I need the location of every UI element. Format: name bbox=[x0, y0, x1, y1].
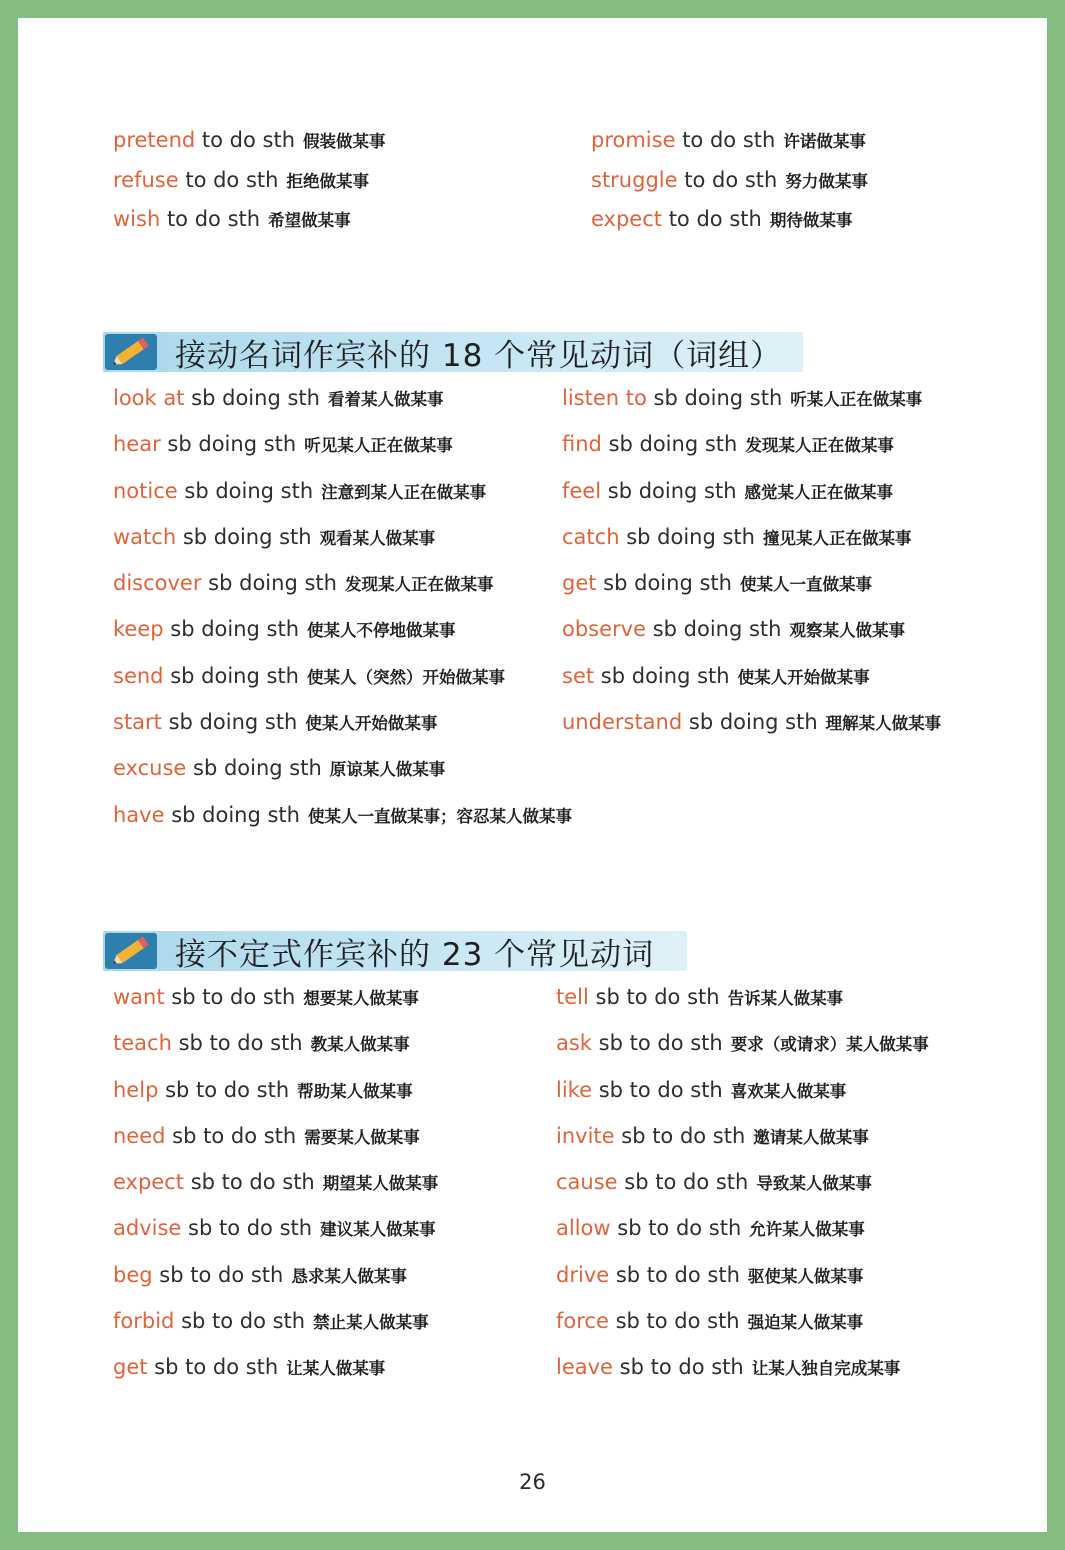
chinese-meaning: 让某人做某事 bbox=[286, 1359, 386, 1379]
chinese-meaning: 期待做某事 bbox=[769, 211, 853, 230]
verb-phrase-row bbox=[113, 421, 572, 467]
phrase-pattern: sb to do sth bbox=[188, 1216, 313, 1241]
verb-phrase-row bbox=[562, 653, 941, 699]
verb-phrase-row bbox=[556, 1113, 929, 1159]
verb: want bbox=[113, 985, 165, 1009]
verb-phrase-row bbox=[562, 560, 941, 606]
chinese-meaning: 让某人独自完成某事 bbox=[751, 1359, 901, 1379]
chinese-meaning: 观看某人做某事 bbox=[319, 528, 436, 548]
verb-phrase-row bbox=[562, 699, 941, 745]
section-title: 接动名词作宾补的 18 个常见动词（词组） bbox=[175, 337, 783, 374]
verb: like bbox=[556, 1077, 593, 1102]
gerund-left-column bbox=[113, 375, 572, 838]
phrase-pattern: sb to do sth bbox=[165, 1077, 290, 1102]
pencil-icon bbox=[103, 931, 159, 971]
verb-phrase-row bbox=[113, 606, 572, 652]
chinese-meaning: 需要某人做某事 bbox=[304, 1127, 420, 1147]
chinese-meaning: 允许某人做某事 bbox=[749, 1220, 865, 1240]
infinitive-left-column bbox=[113, 974, 438, 1391]
phrase-pattern: to do sth bbox=[185, 167, 279, 192]
chinese-meaning: 告诉某人做某事 bbox=[727, 989, 844, 1008]
phrase-pattern: sb to do sth bbox=[615, 1309, 740, 1334]
verb-phrase-row bbox=[562, 421, 941, 467]
verb: observe bbox=[562, 617, 647, 642]
phrase-pattern: sb doing sth bbox=[170, 617, 300, 642]
verb-phrase-row bbox=[113, 745, 572, 791]
chinese-meaning: 建议某人做某事 bbox=[320, 1220, 436, 1240]
verb: set bbox=[562, 663, 595, 688]
verb: need bbox=[113, 1123, 166, 1148]
verb: get bbox=[113, 1355, 148, 1380]
infinitive-right-column bbox=[556, 974, 929, 1391]
phrase-pattern: sb doing sth bbox=[170, 663, 299, 688]
phrase-pattern: sb to do sth bbox=[171, 985, 296, 1009]
gerund-right-column bbox=[562, 375, 941, 745]
chinese-meaning: 使某人（突然）开始做某事 bbox=[306, 667, 505, 687]
phrase-pattern: sb to do sth bbox=[619, 1355, 744, 1380]
verb-phrase-row bbox=[113, 653, 572, 699]
chinese-meaning: 注意到某人正在做某事 bbox=[321, 482, 487, 502]
verb: pretend bbox=[113, 128, 196, 152]
phrase-pattern: sb to do sth bbox=[181, 1309, 306, 1334]
phrase-pattern: sb doing sth bbox=[688, 710, 818, 735]
verb: start bbox=[113, 710, 162, 735]
phrase-pattern: sb doing sth bbox=[600, 663, 730, 688]
verb-phrase-row bbox=[562, 375, 941, 421]
chinese-meaning: 使某人开始做某事 bbox=[737, 667, 870, 687]
chinese-meaning: 禁止某人做某事 bbox=[313, 1313, 429, 1333]
chinese-meaning: 拒绝做某事 bbox=[286, 171, 369, 191]
chinese-meaning: 听某人正在做某事 bbox=[790, 390, 923, 409]
verb-phrase-row bbox=[113, 1159, 438, 1205]
verb-phrase-row bbox=[556, 1252, 929, 1298]
verb: struggle bbox=[591, 167, 678, 192]
verb-phrase-row bbox=[113, 1113, 438, 1159]
section-heading-gerund bbox=[103, 328, 782, 376]
phrase-pattern: sb to do sth bbox=[178, 1031, 303, 1056]
chinese-meaning: 发现某人正在做某事 bbox=[344, 575, 494, 595]
phrase-pattern: sb to do sth bbox=[154, 1355, 279, 1380]
verb-phrase-row bbox=[562, 606, 941, 652]
verb: force bbox=[556, 1309, 609, 1334]
phrase-pattern: sb doing sth bbox=[182, 524, 312, 549]
verb-phrase-row bbox=[556, 1298, 929, 1344]
verb-phrase-row bbox=[113, 514, 572, 560]
chinese-meaning: 教某人做某事 bbox=[310, 1035, 410, 1055]
verb-phrase-row bbox=[113, 1020, 438, 1066]
verb: invite bbox=[556, 1123, 615, 1148]
verb-phrase-row bbox=[113, 699, 572, 745]
verb-phrase-row bbox=[113, 121, 386, 161]
verb-phrase-row bbox=[113, 1298, 438, 1344]
section-heading-infinitive bbox=[103, 927, 654, 975]
verb-phrase-row bbox=[591, 161, 868, 201]
chinese-meaning: 要求（或请求）某人做某事 bbox=[730, 1035, 929, 1055]
chinese-meaning: 听见某人正在做某事 bbox=[304, 436, 453, 456]
verb-phrase-row bbox=[113, 974, 438, 1020]
verb-phrase-row bbox=[556, 1159, 929, 1205]
chinese-meaning: 邀请某人做某事 bbox=[753, 1127, 869, 1147]
page bbox=[18, 18, 1047, 1532]
phrase-pattern: sb doing sth bbox=[608, 432, 738, 457]
chinese-meaning: 使某人不停地做某事 bbox=[307, 621, 456, 641]
verb-phrase-row bbox=[113, 1067, 438, 1113]
verb-phrase-row bbox=[113, 1344, 438, 1390]
phrase-pattern: sb doing sth bbox=[607, 478, 737, 503]
verb: cause bbox=[556, 1170, 618, 1195]
verb: watch bbox=[113, 524, 177, 549]
chinese-meaning: 撞见某人正在做某事 bbox=[762, 528, 912, 548]
chinese-meaning: 发现某人正在做某事 bbox=[745, 436, 894, 456]
phrase-pattern: sb doing sth bbox=[652, 617, 782, 642]
chinese-meaning: 使某人一直做某事；容忍某人做某事 bbox=[307, 806, 572, 826]
verb-phrase-row bbox=[113, 792, 572, 838]
phrase-pattern: sb to do sth bbox=[621, 1123, 746, 1148]
verb: catch bbox=[562, 524, 620, 549]
phrase-pattern: sb to do sth bbox=[624, 1170, 749, 1195]
chinese-meaning: 期望某人做某事 bbox=[322, 1174, 439, 1194]
chinese-meaning: 帮助某人做某事 bbox=[297, 1081, 413, 1101]
chinese-meaning: 想要某人做某事 bbox=[303, 989, 419, 1008]
verb: discover bbox=[113, 571, 202, 596]
verb: send bbox=[113, 663, 164, 688]
chinese-meaning: 驱使某人做某事 bbox=[747, 1266, 864, 1286]
phrase-pattern: sb doing sth bbox=[167, 432, 297, 457]
verb: refuse bbox=[113, 167, 179, 192]
chinese-meaning: 强迫某人做某事 bbox=[747, 1313, 864, 1333]
chinese-meaning: 假装做某事 bbox=[303, 132, 386, 151]
verb: allow bbox=[556, 1216, 611, 1241]
verb-phrase-row bbox=[591, 200, 868, 240]
phrase-pattern: sb doing sth bbox=[603, 571, 732, 596]
verb: help bbox=[113, 1077, 159, 1102]
chinese-meaning: 使某人一直做某事 bbox=[739, 575, 872, 595]
verb: ask bbox=[556, 1031, 592, 1056]
phrase-pattern: sb to do sth bbox=[159, 1262, 284, 1287]
pencil-icon bbox=[103, 332, 159, 372]
top-list-left-column bbox=[113, 121, 386, 240]
verb: beg bbox=[113, 1262, 153, 1287]
chinese-meaning: 希望做某事 bbox=[268, 211, 351, 230]
chinese-meaning: 感觉某人正在做某事 bbox=[744, 482, 894, 502]
chinese-meaning: 许诺做某事 bbox=[783, 132, 866, 151]
phrase-pattern: sb doing sth bbox=[626, 524, 755, 549]
chinese-meaning: 理解某人做某事 bbox=[825, 714, 942, 734]
verb: wish bbox=[113, 207, 161, 231]
verb: leave bbox=[556, 1355, 613, 1380]
verb: notice bbox=[113, 478, 178, 503]
verb-phrase-row bbox=[556, 1020, 929, 1066]
phrase-pattern: sb to do sth bbox=[598, 1077, 723, 1102]
chinese-meaning: 导致某人做某事 bbox=[756, 1174, 872, 1194]
verb: find bbox=[562, 432, 602, 457]
verb-phrase-row bbox=[113, 1252, 438, 1298]
chinese-meaning: 喜欢某人做某事 bbox=[730, 1081, 847, 1101]
page-number: 26 bbox=[519, 1470, 546, 1494]
verb: teach bbox=[113, 1031, 172, 1056]
verb-phrase-row bbox=[556, 974, 929, 1020]
verb-phrase-row bbox=[591, 121, 868, 161]
phrase-pattern: sb to do sth bbox=[615, 1262, 740, 1287]
verb: excuse bbox=[113, 756, 187, 781]
verb-phrase-row bbox=[113, 375, 572, 421]
verb: expect bbox=[591, 207, 663, 231]
verb-phrase-row bbox=[113, 161, 386, 201]
section-title: 接不定式作宾补的 23 个常见动词 bbox=[175, 936, 655, 973]
verb: hear bbox=[113, 432, 161, 457]
verb-phrase-row bbox=[562, 514, 941, 560]
phrase-pattern: to do sth bbox=[668, 207, 762, 231]
phrase-pattern: sb doing sth bbox=[184, 478, 314, 503]
phrase-pattern: to do sth bbox=[201, 128, 296, 152]
verb: advise bbox=[113, 1216, 182, 1241]
phrase-pattern: sb doing sth bbox=[208, 571, 337, 596]
chinese-meaning: 使某人开始做某事 bbox=[305, 714, 438, 734]
top-list-right-column bbox=[591, 121, 868, 240]
phrase-pattern: sb doing sth bbox=[653, 386, 783, 410]
verb-phrase-row bbox=[113, 1205, 438, 1251]
verb-phrase-row bbox=[113, 200, 386, 240]
chinese-meaning: 观察某人做某事 bbox=[789, 621, 905, 641]
verb: drive bbox=[556, 1262, 610, 1287]
phrase-pattern: to do sth bbox=[682, 128, 776, 152]
phrase-pattern: sb doing sth bbox=[193, 756, 322, 781]
phrase-pattern: sb to do sth bbox=[598, 1031, 723, 1056]
verb: listen to bbox=[562, 386, 647, 410]
verb: tell bbox=[556, 985, 589, 1009]
phrase-pattern: sb to do sth bbox=[190, 1170, 315, 1195]
verb-phrase-row bbox=[113, 468, 572, 514]
phrase-pattern: to do sth bbox=[166, 207, 261, 231]
phrase-pattern: sb to do sth bbox=[617, 1216, 742, 1241]
verb: look at bbox=[113, 386, 185, 410]
phrase-pattern: sb doing sth bbox=[168, 710, 298, 735]
verb: feel bbox=[562, 478, 602, 503]
verb: get bbox=[562, 571, 597, 596]
chinese-meaning: 看着某人做某事 bbox=[327, 390, 444, 409]
verb: promise bbox=[591, 128, 676, 152]
verb-phrase-row bbox=[113, 560, 572, 606]
verb: forbid bbox=[113, 1309, 175, 1334]
phrase-pattern: sb to do sth bbox=[172, 1123, 297, 1148]
chinese-meaning: 恳求某人做某事 bbox=[291, 1266, 407, 1286]
verb: understand bbox=[562, 710, 683, 735]
phrase-pattern: sb doing sth bbox=[191, 386, 320, 410]
verb-phrase-row bbox=[556, 1067, 929, 1113]
verb-phrase-row bbox=[562, 468, 941, 514]
verb: keep bbox=[113, 617, 164, 642]
chinese-meaning: 努力做某事 bbox=[785, 171, 868, 191]
verb-phrase-row bbox=[556, 1344, 929, 1390]
phrase-pattern: sb to do sth bbox=[595, 985, 720, 1009]
verb: expect bbox=[113, 1170, 185, 1195]
chinese-meaning: 原谅某人做某事 bbox=[329, 760, 446, 780]
phrase-pattern: to do sth bbox=[684, 167, 778, 192]
phrase-pattern: sb doing sth bbox=[171, 802, 300, 827]
verb: have bbox=[113, 802, 165, 827]
verb-phrase-row bbox=[556, 1205, 929, 1251]
